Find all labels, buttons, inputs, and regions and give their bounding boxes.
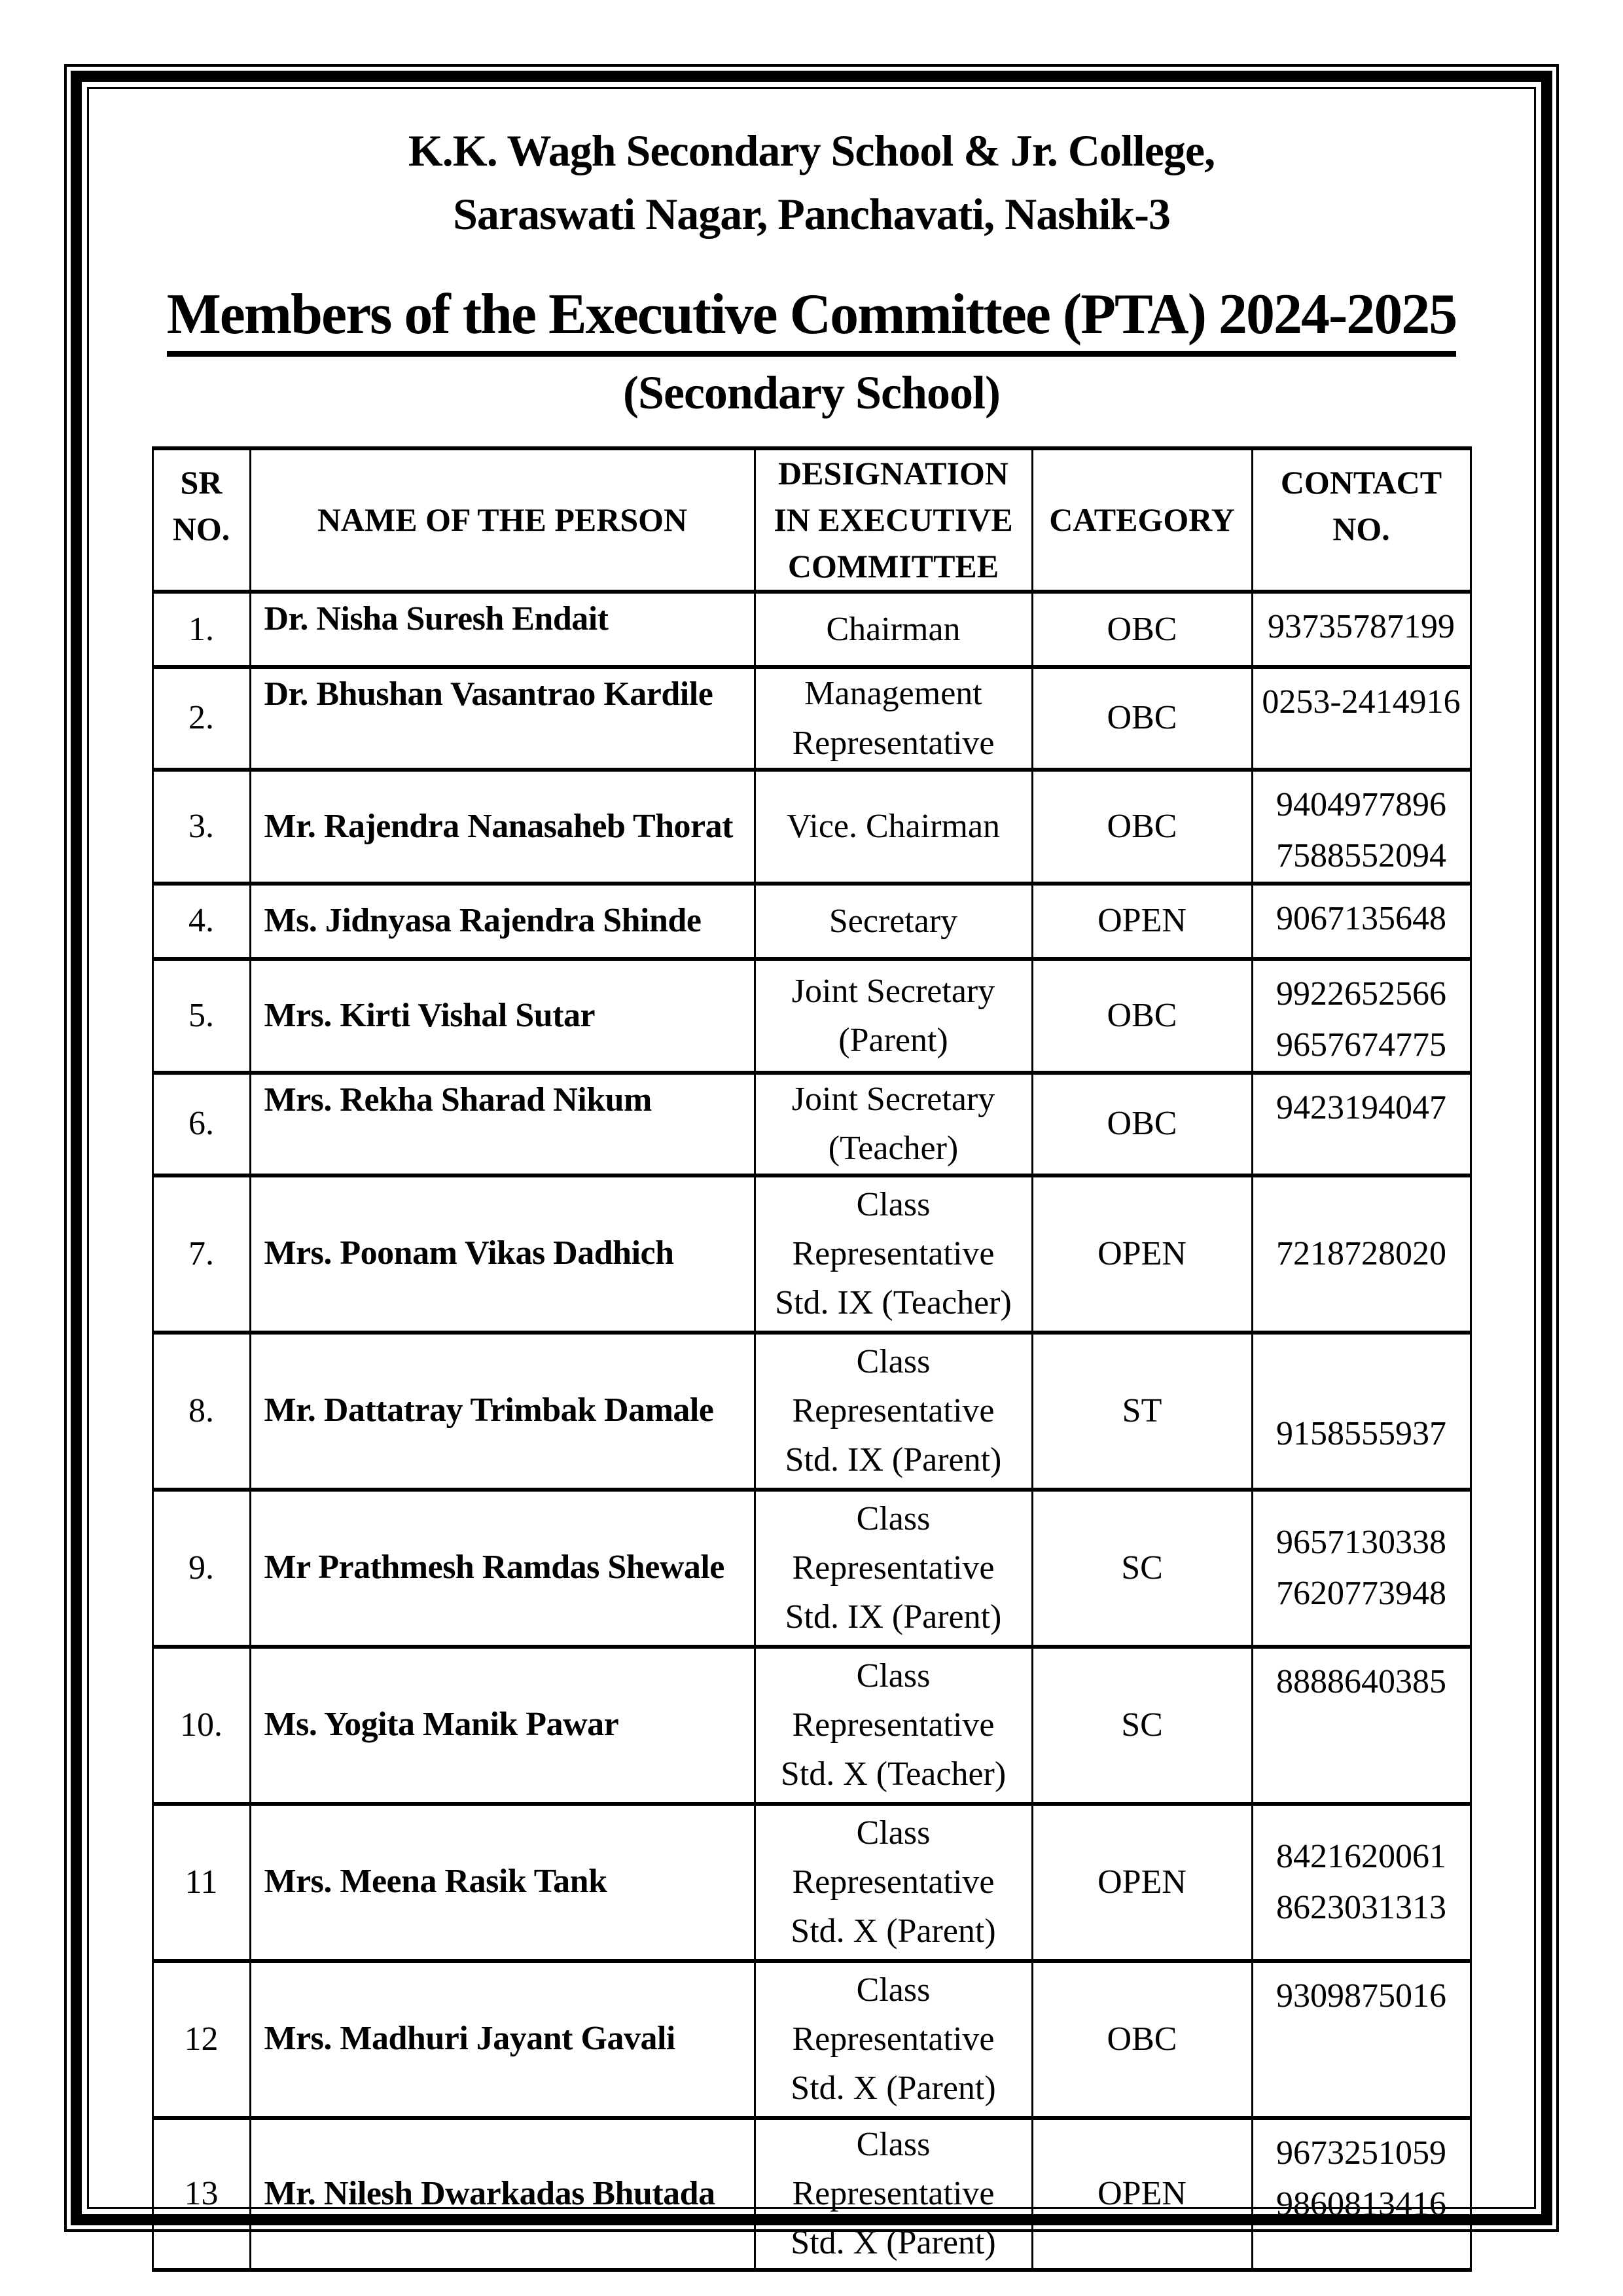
designation-line: Std. X (Parent) (791, 2224, 996, 2262)
table-row (152, 1490, 1471, 1647)
name-cell: Mr Prathmesh Ramdas Shewale (250, 1490, 755, 1647)
category-cell: OPEN (1032, 1175, 1252, 1333)
designation-line: Class (856, 1499, 931, 1537)
designation-line: (Parent) (838, 1021, 948, 1059)
name-cell: Mr. Nilesh Dwarkadas Bhutada (250, 2118, 755, 2270)
designation-cell (755, 592, 1032, 667)
contact-cell (1252, 2118, 1471, 2270)
category-cell: OBC (1032, 592, 1252, 667)
page-border-outer (64, 64, 1559, 2262)
table-row (152, 1333, 1471, 1490)
name-cell: Mrs. Meena Rasik Tank (250, 1804, 755, 1961)
designation-cell (755, 1804, 1032, 1961)
designation-cell (755, 1961, 1032, 2118)
sr-cell: 1. (152, 592, 250, 667)
column-header-category (1032, 448, 1252, 592)
contact-cell (1252, 592, 1471, 667)
contact-number: 9657674775 (1276, 1026, 1446, 1064)
name-cell: Mr. Dattatray Trimbak Damale (250, 1333, 755, 1490)
designation-line: Std. X (Parent) (791, 2070, 996, 2108)
header-line: COMMITTEE (787, 548, 999, 585)
header-line: NO. (172, 511, 230, 548)
title-wrap (147, 283, 1476, 357)
table-body (152, 592, 1471, 2270)
contact-number: 9158555937 (1276, 1414, 1446, 1452)
name-cell: Mrs. Madhuri Jayant Gavali (250, 1961, 755, 2118)
designation-cell (755, 1073, 1032, 1175)
contact-number: 8888640385 (1276, 1662, 1446, 1700)
column-header-designation (755, 448, 1032, 592)
designation-cell (755, 1333, 1032, 1490)
contact-number: 7218728020 (1276, 1234, 1446, 1272)
category-cell: SC (1032, 1490, 1252, 1647)
category-cell: OPEN (1032, 1804, 1252, 1961)
contact-number: 7620773948 (1276, 1574, 1446, 1612)
designation-line: Joint Secretary (791, 1080, 995, 1118)
designation-line: Std. IX (Parent) (785, 1441, 1002, 1479)
contact-number: 0253-2414916 (1262, 683, 1461, 721)
column-header-contact-no (1252, 448, 1471, 592)
designation-line: Chairman (826, 610, 961, 648)
designation-cell (755, 667, 1032, 770)
table-row (152, 667, 1471, 770)
table-row (152, 2118, 1471, 2270)
contact-number: 9404977896 (1276, 785, 1446, 823)
name-cell: Mrs. Kirti Vishal Sutar (250, 959, 755, 1073)
sr-cell: 8. (152, 1333, 250, 1490)
designation-line: Representative (792, 2175, 995, 2213)
header-line: CATEGORY (1049, 501, 1235, 539)
name-cell: Mrs. Poonam Vikas Dadhich (250, 1175, 755, 1333)
sr-cell: 9. (152, 1490, 250, 1647)
header-line: CONTACT (1280, 464, 1442, 501)
sr-cell: 12 (152, 1961, 250, 2118)
page-subtitle: (Secondary School) (623, 367, 1000, 420)
page-title: Members of the Executive Committee (PTA) 2024-2025 (167, 283, 1457, 357)
name-cell: Ms. Jidnyasa Rajendra Shinde (250, 884, 755, 959)
designation-line: Class (856, 1814, 931, 1852)
table-row (152, 884, 1471, 959)
name-cell: Mr. Rajendra Nanasaheb Thorat (250, 770, 755, 884)
designation-line: Representative (792, 1863, 995, 1901)
contact-cell (1252, 1490, 1471, 1647)
designation-line: Joint Secretary (791, 972, 995, 1010)
designation-line: Representative (792, 1549, 995, 1587)
designation-line: Std. X (Teacher) (780, 1755, 1007, 1793)
contact-cell (1252, 770, 1471, 884)
designation-line: Management (804, 675, 982, 713)
designation-line: Secretary (829, 902, 958, 940)
table-row (152, 1647, 1471, 1804)
category-cell: OPEN (1032, 2118, 1252, 2270)
column-header-sr-no (152, 448, 250, 592)
contact-number: 9922652566 (1276, 975, 1446, 1013)
contact-number: 9860813416 (1276, 2185, 1446, 2223)
contact-number: 8421620061 (1276, 1837, 1446, 1875)
header-line: DESIGNATION (778, 455, 1008, 492)
contact-number: 9657130338 (1276, 1523, 1446, 1561)
contact-cell (1252, 959, 1471, 1073)
designation-line: Representative (792, 2020, 995, 2058)
designation-cell (755, 959, 1032, 1073)
page-border-inner (87, 87, 1536, 2262)
school-name-line2: Saraswati Nagar, Panchavati, Nashik-3 (453, 188, 1170, 239)
category-cell: OBC (1032, 1073, 1252, 1175)
designation-line: (Teacher) (828, 1130, 959, 1168)
header-line: NAME OF THE PERSON (317, 501, 688, 539)
contact-number: 9423194047 (1276, 1088, 1446, 1126)
members-table (152, 446, 1472, 2272)
name-cell: Ms. Yogita Manik Pawar (250, 1647, 755, 1804)
designation-cell (755, 1490, 1032, 1647)
contact-cell (1252, 1175, 1471, 1333)
designation-line: Representative (792, 1391, 995, 1429)
table-header-row (152, 448, 1471, 592)
designation-cell (755, 1647, 1032, 1804)
sr-cell: 13 (152, 2118, 250, 2270)
header-line: NO. (1332, 511, 1390, 548)
designation-line: Class (856, 1657, 931, 1695)
table-row (152, 959, 1471, 1073)
name-cell: Dr. Bhushan Vasantrao Kardile (250, 667, 755, 770)
contact-number: 7588552094 (1276, 836, 1446, 874)
sr-cell: 2. (152, 667, 250, 770)
table-row (152, 592, 1471, 667)
contact-number: 93735787199 (1268, 608, 1455, 646)
contact-cell (1252, 1647, 1471, 1804)
designation-line: Representative (792, 724, 995, 762)
designation-cell (755, 2118, 1032, 2270)
table-row (152, 770, 1471, 884)
category-cell: SC (1032, 1647, 1252, 1804)
column-header-name-of-person (250, 448, 755, 592)
designation-line: Representative (792, 1234, 995, 1272)
designation-cell (755, 1175, 1032, 1333)
contact-cell (1252, 1333, 1471, 1490)
designation-cell (755, 884, 1032, 959)
contact-cell (1252, 1073, 1471, 1175)
category-cell: OBC (1032, 1961, 1252, 2118)
table-header (152, 448, 1471, 592)
table-row (152, 1073, 1471, 1175)
table-row (152, 1804, 1471, 1961)
contact-cell (1252, 667, 1471, 770)
sr-cell: 7. (152, 1175, 250, 1333)
designation-line: Class (856, 1342, 931, 1380)
designation-line: Std. IX (Parent) (785, 1598, 1002, 1636)
sr-cell: 10. (152, 1647, 250, 1804)
contact-number: 9309875016 (1276, 1977, 1446, 2015)
contact-cell (1252, 1804, 1471, 1961)
sr-cell: 3. (152, 770, 250, 884)
school-name (147, 119, 1476, 245)
sr-cell: 4. (152, 884, 250, 959)
designation-line: Representative (792, 1706, 995, 1744)
designation-line: Class (856, 1971, 931, 2009)
name-cell: Mrs. Rekha Sharad Nikum (250, 1073, 755, 1175)
contact-cell (1252, 884, 1471, 959)
school-name-line1: K.K. Wagh Secondary School & Jr. College, (408, 126, 1215, 175)
contact-number: 9067135648 (1276, 899, 1446, 937)
designation-cell (755, 770, 1032, 884)
category-cell: ST (1032, 1333, 1252, 1490)
category-cell: OBC (1032, 770, 1252, 884)
designation-line: Class (856, 2125, 931, 2163)
header-line: SR (180, 464, 223, 501)
designation-line: Vice. Chairman (786, 808, 1001, 846)
category-cell: OBC (1032, 667, 1252, 770)
sr-cell: 11 (152, 1804, 250, 1961)
category-cell: OBC (1032, 959, 1252, 1073)
header-line: IN EXECUTIVE (774, 501, 1013, 539)
contact-number: 9673251059 (1276, 2134, 1446, 2172)
table-row (152, 1175, 1471, 1333)
designation-line: Std. IX (Teacher) (775, 1284, 1012, 1322)
name-cell: Dr. Nisha Suresh Endait (250, 592, 755, 667)
designation-line: Class (856, 1185, 931, 1223)
sr-cell: 6. (152, 1073, 250, 1175)
category-cell: OPEN (1032, 884, 1252, 959)
page-border-thick (71, 71, 1552, 2262)
designation-line: Std. X (Parent) (791, 1912, 996, 1950)
sr-cell: 5. (152, 959, 250, 1073)
contact-number: 8623031313 (1276, 1888, 1446, 1926)
table-row (152, 1961, 1471, 2118)
contact-cell (1252, 1961, 1471, 2118)
